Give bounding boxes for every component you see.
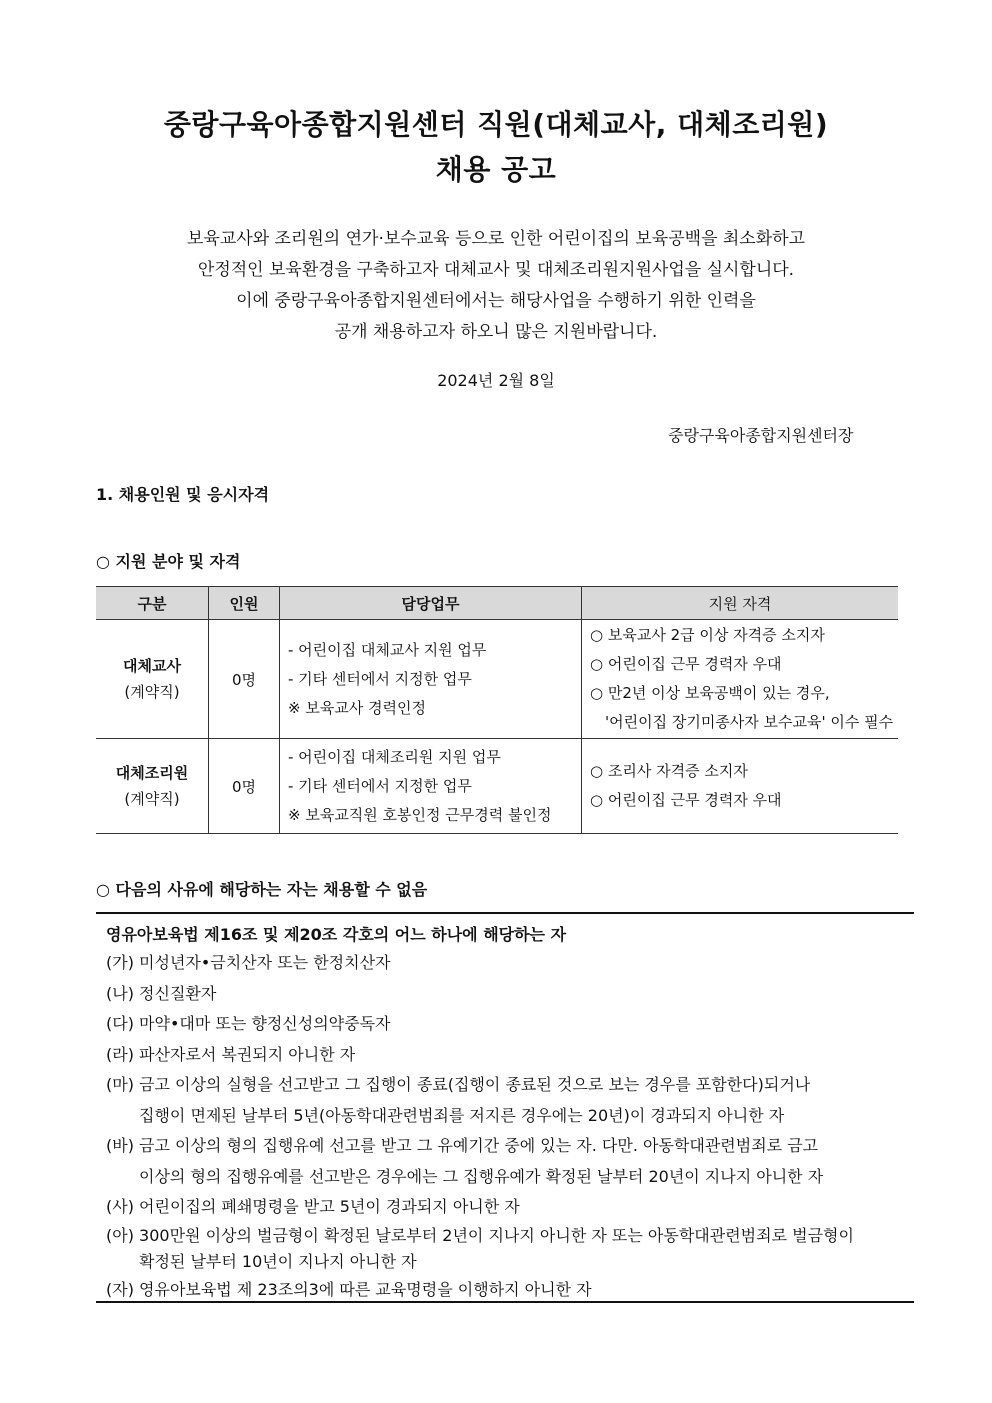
list-item: (가) 미성년자•금치산자 또는 한정치산자 <box>106 953 391 972</box>
table-row <box>96 620 898 739</box>
table-header-row <box>96 587 898 620</box>
list-item: (바) 금고 이상의 형의 집행유예 선고를 받고 그 유예기간 중에 있는 자. 다만. 아동학대관련범죄로 금고 <box>106 1136 819 1155</box>
intro-paragraph <box>0 224 992 348</box>
intro-line: 보육교사와 조리원의 연가·보수교육 등으로 인한 어린이집의 보육공백을 최소화하고 <box>187 229 805 249</box>
list-item: (라) 파산자로서 복권되지 아니한 자 <box>106 1044 356 1064</box>
disqualification-heading: 영유아보육법 제16조 및 제20조 각호의 어느 하나에 해당하는 자 <box>106 925 567 944</box>
list-item: (나) 정신질환자 <box>106 983 217 1003</box>
list-item-continuation: 이상의 형의 집행유예를 선고받은 경우에는 그 집행유예가 확정된 날부터 20년이 지나지 아니한 자 <box>139 1166 824 1186</box>
employment-type: (계약직) <box>124 683 180 701</box>
header-count: 인원 <box>209 587 280 620</box>
duty-line: - 어린이집 대체교사 지원 업무 <box>288 640 487 659</box>
subsection-heading: ○ 다음의 사유에 해당하는 자는 채용할 수 없음 <box>96 880 428 899</box>
qualification-table <box>96 586 898 834</box>
duty-line: ※ 보육교사 경력인정 <box>288 698 427 717</box>
announcement-date: 2024년 2월 8일 <box>437 371 555 390</box>
section-heading: 1. 채용인원 및 응시자격 <box>96 485 270 504</box>
requirement-line: ○ 어린이집 근무 경력자 우대 <box>590 791 782 809</box>
intro-line: 공개 채용하고자 하오니 많은 지원바랍니다. <box>334 322 658 342</box>
headcount-cell: 0명 <box>209 620 280 739</box>
duties-cell <box>280 620 582 739</box>
list-item: (다) 마약•대마 또는 향정신성의약중독자 <box>106 1014 391 1033</box>
category-cell <box>96 620 209 739</box>
list-item: (사) 어린이집의 폐쇄명령을 받고 5년이 경과되지 아니한 자 <box>106 1197 520 1216</box>
table-row <box>96 739 898 834</box>
list-item-continuation: 집행이 면제된 날부터 5년(아동학대관련범죄를 저지른 경우에는 20년)이 경과되지 아니한 자 <box>139 1105 785 1125</box>
disqualification-box <box>96 912 914 1303</box>
list-item: (자) 영유아보육법 제 23조의3에 따른 교육명령을 이행하지 아니한 자 <box>106 1279 592 1299</box>
requirement-line: ○ 어린이집 근무 경력자 우대 <box>590 655 782 673</box>
requirement-line: '어린이집 장기미종사자 보수교육' 이수 필수 <box>605 713 894 731</box>
requirements-cell <box>582 739 899 834</box>
duty-line: - 기타 센터에서 지정한 업무 <box>288 776 472 795</box>
header-duties: 담당업무 <box>280 587 582 620</box>
disqualification-list <box>106 948 912 1305</box>
list-item: (아) 300만원 이상의 벌금형이 확정된 날로부터 2년이 지나지 아니한 자 또는 아동학대관련범죄로 벌금형이 <box>106 1225 854 1245</box>
header-category: 구분 <box>96 587 209 620</box>
requirement-line: ○ 만2년 이상 보육공백이 있는 경우, <box>590 684 830 702</box>
requirement-line: ○ 조리사 자격증 소지자 <box>590 762 748 780</box>
employment-type: (계약직) <box>124 790 180 808</box>
subsection-heading: ○ 지원 분야 및 자격 <box>96 552 241 571</box>
requirement-line: ○ 보육교사 2급 이상 자격증 소지자 <box>590 626 825 644</box>
list-item: (마) 금고 이상의 실형을 선고받고 그 집행이 종료(집행이 종료된 것으로 보는 경우를 포함한다)되거나 <box>106 1075 811 1094</box>
intro-line: 이에 중랑구육아종합지원센터에서는 해당사업을 수행하기 위한 인력을 <box>236 291 756 311</box>
intro-line: 안정적인 보육환경을 구축하고자 대체교사 및 대체조리원지원사업을 실시합니다. <box>197 260 795 280</box>
signer: 중랑구육아종합지원센터장 <box>668 426 854 445</box>
requirements-cell <box>582 620 899 739</box>
category-name: 대체조리원 <box>115 764 189 782</box>
duty-line: - 기타 센터에서 지정한 업무 <box>288 669 472 688</box>
page-title: 중랑구육아종합지원센터 직원(대체교사, 대체조리원) <box>163 108 829 141</box>
duty-line: - 어린이집 대체조리원 지원 업무 <box>288 747 501 766</box>
headcount-cell: 0명 <box>209 739 280 834</box>
duties-cell <box>280 739 582 834</box>
page-subtitle: 채용 공고 <box>435 153 557 186</box>
header-requirements: 지원 자격 <box>582 587 899 620</box>
category-name: 대체교사 <box>123 657 181 675</box>
duty-line: ※ 보육교직원 호봉인정 근무경력 불인정 <box>288 805 552 824</box>
category-cell <box>96 739 209 834</box>
list-item-continuation: 확정된 날부터 10년이 지나지 아니한 자 <box>139 1251 417 1271</box>
